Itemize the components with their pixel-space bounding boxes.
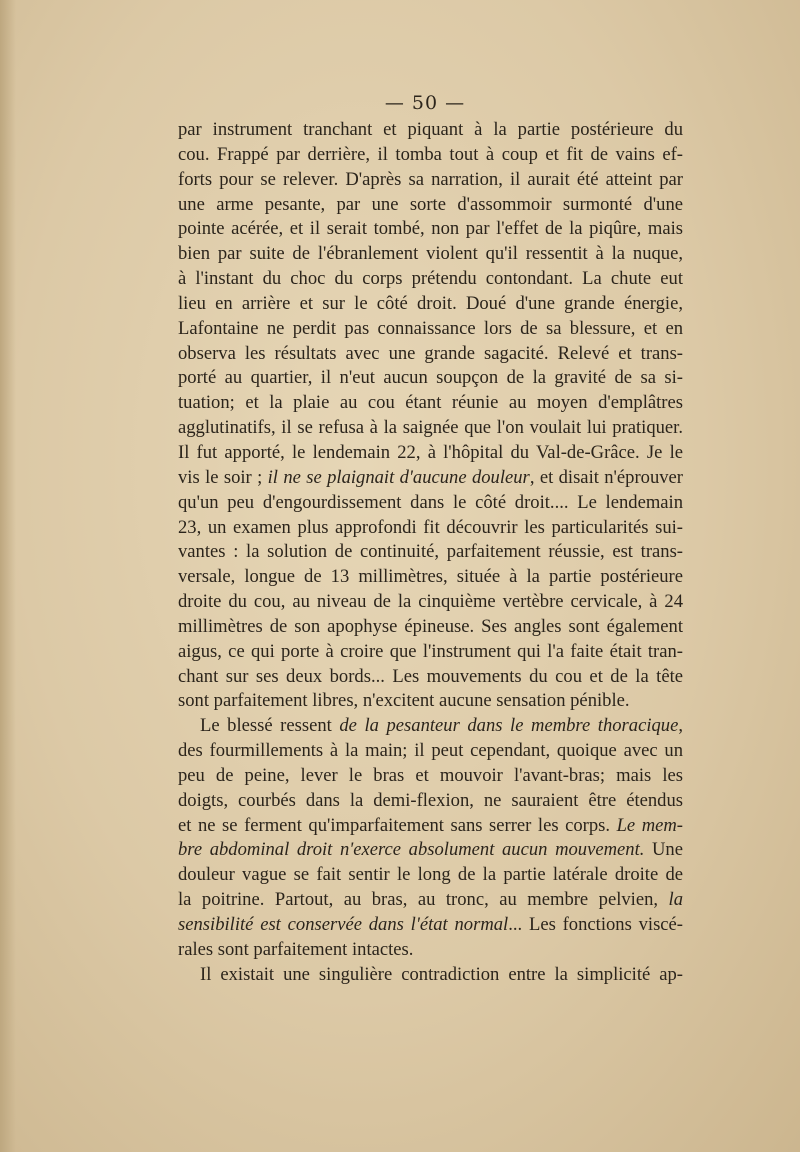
text-line	[178, 888, 683, 913]
text-segment: vantes : la solution de continuité, parfaitement réussie, est trans-	[178, 541, 683, 563]
text-line	[178, 491, 683, 516]
text-line	[178, 590, 683, 615]
italic-text: de la pesanteur dans le membre thoracique	[339, 715, 679, 737]
text-segment: ,	[678, 715, 683, 737]
text-segment: ... Les fonctions viscé-	[508, 914, 684, 935]
text-line	[178, 516, 683, 541]
text-segment: aigus, ce qui porte à croire que l'instrument qui l'a faite était tran-	[178, 640, 683, 662]
text-segment: qu'un peu d'engourdissement dans le côté droit.... Le lendemain	[178, 491, 683, 513]
text-line	[178, 540, 683, 565]
text-segment: sont parfaitement libres, n'excitent aucune sensation pénible.	[178, 690, 630, 712]
text-line	[178, 267, 683, 292]
text-segment: doigts, courbés dans la demi-flexion, ne sauraient être étendus	[178, 789, 683, 811]
italic-text: sensibilité est conservée dans l'état normal	[178, 914, 509, 935]
text-segment: une arme pesante, par une sorte d'assommoir surmonté d'une	[178, 193, 683, 215]
text-segment: forts pour se relever. D'après sa narration, il aurait été atteint par	[178, 168, 683, 190]
text-line	[178, 118, 683, 143]
text-segment: des fourmillements à la main; il peut cependant, quoique avec un	[178, 740, 683, 762]
text-segment: observa les résultats avec une grande sagacité. Relevé et trans-	[178, 342, 683, 364]
text-segment: chant sur ses deux bords... Les mouvements du cou et de la tête	[178, 665, 683, 687]
text-line	[178, 292, 683, 317]
text-line	[178, 838, 683, 863]
text-line	[178, 168, 683, 193]
italic-text: Le mem-	[616, 814, 683, 836]
text-line	[178, 416, 683, 441]
text-segment: versale, longue de 13 millimètres, située à la partie postérieure	[178, 566, 683, 588]
text-line	[178, 764, 683, 789]
text-line	[178, 143, 683, 168]
text-line	[178, 366, 683, 391]
italic-text: il ne se plaignait d'aucune douleur	[267, 466, 530, 488]
text-segment: Le blessé ressent	[200, 715, 340, 737]
text-segment: Il existait une singulière contradiction entre la simplicité ap-	[200, 963, 683, 985]
text-segment: peu de peine, lever le bras et mouvoir l'avant-bras; mais les	[178, 764, 683, 786]
text-segment: porté au quartier, il n'eut aucun soupçon de la gravité de sa si-	[178, 367, 683, 389]
body-text	[178, 118, 683, 988]
italic-text: bre abdominal droit n'exerce absolument aucun mouvement.	[178, 839, 645, 861]
text-line	[178, 814, 683, 839]
text-segment: par instrument tranchant et piquant à la partie postérieure du	[178, 119, 683, 140]
text-segment: la poitrine. Partout, au bras, au tronc, au membre pelvien,	[178, 889, 669, 911]
text-segment: 23, un examen plus approfondi fit découvrir les particularités sui-	[178, 516, 683, 538]
text-line	[178, 913, 683, 938]
text-segment: millimètres de son apophyse épineuse. Ses angles sont également	[178, 615, 683, 637]
text-segment: droite du cou, au niveau de la cinquième vertèbre cervicale, à 24	[178, 591, 683, 613]
text-line	[178, 391, 683, 416]
text-line	[178, 863, 683, 888]
text-segment: rales sont parfaitement intactes.	[178, 938, 414, 960]
text-line	[178, 739, 683, 764]
text-line	[178, 789, 683, 814]
text-segment: , et disait n'éprouver	[529, 466, 683, 488]
text-segment: pointe acérée, et il serait tombé, non par l'effet de la piqûre, mais	[178, 218, 683, 240]
text-segment: bien par suite de l'ébranlement violent qu'il ressentit à la nuque,	[178, 243, 683, 265]
text-segment: agglutinatifs, il se refusa à la saignée que l'on voulait lui pratiquer.	[178, 417, 683, 439]
text-line	[178, 342, 683, 367]
text-line	[178, 565, 683, 590]
text-segment: à l'instant du choc du corps prétendu contondant. La chute eut	[178, 268, 683, 290]
text-segment: et ne se ferment qu'imparfaitement sans serrer les corps.	[178, 814, 617, 836]
text-segment: cou. Frappé par derrière, il tomba tout à coup et fit de vains ef-	[178, 143, 683, 165]
text-line	[178, 193, 683, 218]
italic-text: la	[668, 889, 683, 911]
text-line	[178, 640, 683, 665]
text-line	[178, 938, 683, 963]
text-line	[178, 714, 683, 739]
text-line	[178, 689, 683, 714]
text-segment: douleur vague se fait sentir le long de la partie latérale droite de	[178, 864, 683, 886]
page-number: — 50 —	[384, 92, 466, 114]
text-segment: Il fut apporté, le lendemain 22, à l'hôpital du Val-de-Grâce. Je le	[178, 441, 683, 463]
text-segment: Lafontaine ne perdit pas connaissance lors de sa blessure, et en	[178, 317, 683, 339]
text-line	[178, 242, 683, 267]
text-segment: tuation; et la plaie au cou étant réunie au moyen d'emplâtres	[178, 392, 683, 414]
text-segment: lieu en arrière et sur le côté droit. Doué d'une grande énergie,	[178, 292, 683, 314]
text-line	[178, 963, 683, 988]
text-segment: vis le soir ;	[178, 466, 268, 488]
page-edge-shadow	[0, 0, 16, 1152]
text-line	[178, 665, 683, 690]
text-line	[178, 615, 683, 640]
text-line	[178, 441, 683, 466]
text-line	[178, 317, 683, 342]
text-line	[178, 217, 683, 242]
text-segment: Une	[644, 839, 683, 861]
text-line	[178, 466, 683, 491]
